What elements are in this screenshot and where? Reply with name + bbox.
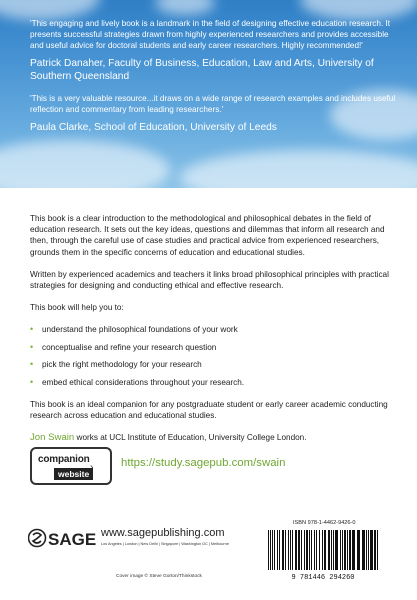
endorsement-quote-1: 'This engaging and lively book is a landmark in the field of designing effective education research. It presents successful strategies drawn from highly experienced researchers and provides accessible and useful advice for doctoral students and early career researchers. Highly recommended!' (30, 19, 391, 50)
benefits-list (30, 324, 400, 388)
sage-logo-text: SAGE (48, 530, 96, 549)
sage-logo (28, 526, 96, 550)
companion-url-link[interactable]: https://study.sagepub.com/swain (121, 457, 286, 469)
bullet-icon: • (30, 376, 34, 387)
barcode-digits: 9 781446 294260 (291, 574, 355, 580)
endorsements (30, 18, 402, 144)
blurb (30, 213, 400, 443)
endorsement-attribution-2: Paula Clarke, School of Education, University of Leeds (30, 122, 277, 133)
closing-paragraph: This book is an ideal companion for any postgraduate student or early career academic conducting research across education and educational studies. (30, 400, 388, 421)
sky-header-panel (0, 0, 417, 188)
list-item: • pick the right methodology for your research (30, 359, 202, 370)
help-intro: This book will help you to: (30, 303, 124, 313)
description-paragraph-1: This book is a clear introduction to the methodological and philosophical debates in the field of education research. It sets out the key ideas, questions and dilemmas that inform all research and then, through the careful use of case studies and practical advice from experienced researchers, grounds them in the specific concerns of education and educational studies. (30, 214, 385, 257)
companion-website-word: website (54, 468, 93, 480)
companion-word: companion (38, 454, 90, 465)
cover-image-credit: Cover image © Steve Gorton/Thinkstock (116, 574, 202, 579)
author-name: Jon Swain (30, 432, 75, 444)
bullet-icon: • (30, 324, 34, 335)
publisher-cities: Los Angeles | London | New Delhi | Singapore | Washington DC | Melbourne (101, 542, 229, 546)
barcode (260, 528, 386, 580)
bullet-icon: • (30, 359, 34, 370)
bullet-icon: • (30, 341, 34, 352)
list-item: • conceptualise and refine your research question (30, 341, 217, 352)
companion-website-logo (30, 447, 112, 485)
author-bio (30, 432, 400, 443)
description-paragraph-2: Written by experienced academics and teachers it links broad philosophical principles with practical strategies for designing and conducting ethical and effective research. (30, 269, 389, 291)
author-affiliation: works at UCL Institute of Education, University College London. (74, 433, 307, 443)
cursor-arrow-icon: › (90, 462, 94, 473)
list-item: • embed ethical considerations throughout your research. (30, 376, 245, 387)
endorsement-attribution-1: Patrick Danaher, Faculty of Business, Education, Law and Arts, University of Southern Queensland (30, 58, 374, 82)
endorsement-quote-2: 'This is a very valuable resource...it draws on a wide range of research examples and includes useful reflection and commentary from leading researchers.' (30, 94, 396, 114)
isbn-number: ISBN 978-1-4462-9426-0 (293, 520, 356, 526)
publisher-website[interactable]: www.sagepublishing.com (101, 527, 225, 539)
list-item: • understand the philosophical foundations of your work (30, 324, 238, 335)
